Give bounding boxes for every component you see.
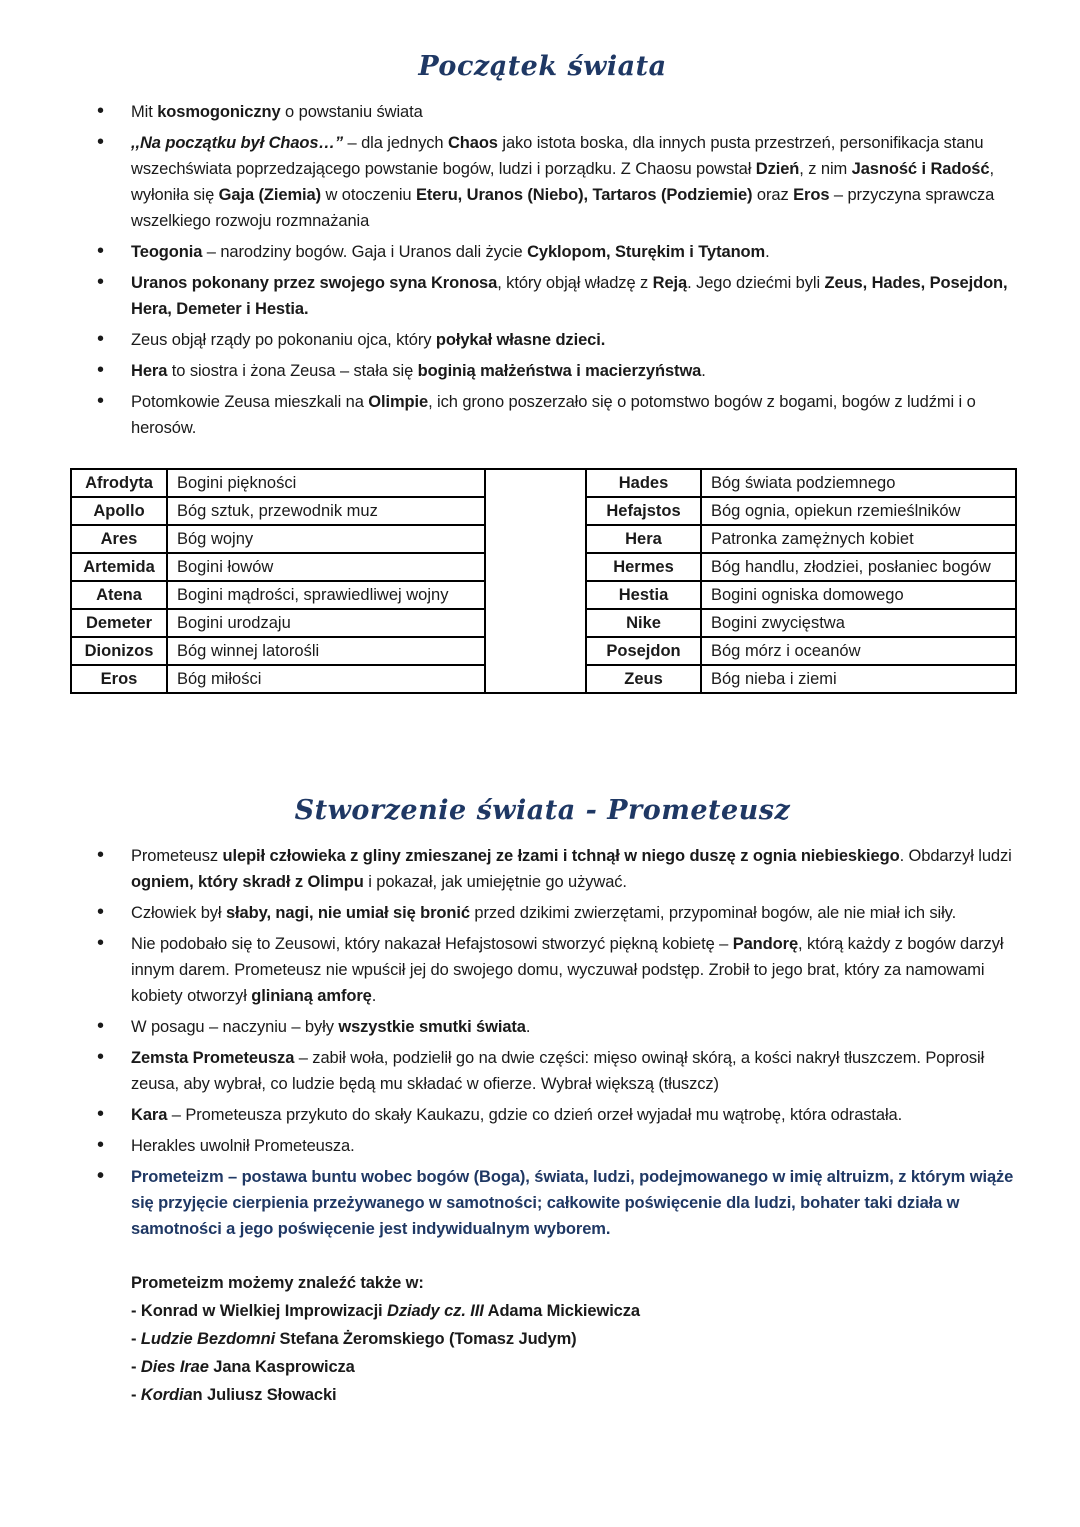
text-segment: to siostra i żona Zeusa – stała się [167,362,418,380]
god-name-cell: Eros [71,665,167,693]
text-segment: Uranos pokonany przez swojego syna Kronosa [131,274,498,292]
god-desc-cell: Bóg miłości [167,665,485,693]
text-segment: Teogonia [131,243,203,261]
text-segment: oraz [752,186,794,204]
text-segment: wszystkie smutki świata [338,1018,526,1036]
note-line [131,1297,1015,1325]
table-spacer-cell [485,469,586,693]
god-desc-cell: Bóg sztuk, przewodnik muz [167,497,485,525]
text-segment: . Obdarzył ludzi [899,847,1012,865]
note-line [131,1269,1015,1297]
text-segment: Zeus objął rządy po pokonaniu ojca, który [131,331,436,349]
text-segment: Hera [131,362,168,380]
gods-table-body [71,469,1016,693]
bullet-list-prometeusz [70,843,1015,1242]
section-stworzenie-swiata [70,794,1015,1409]
text-segment: , który objął władzę z [497,274,653,292]
text-segment: Zemsta Prometeusza [131,1049,295,1067]
bullet-item [97,900,1015,926]
text-segment: Chaos [447,134,498,152]
text-segment: glinianą amforę [251,987,372,1005]
text-segment: , wyłoniła się [131,160,994,204]
god-desc-cell: Bóg nieba i ziemi [701,665,1016,693]
god-desc-cell: Bogini łowów [167,553,485,581]
text-segment: , ich grono poszerzało się o potomstwo bogów z bogami, bogów z ludźmi i o herosów. [131,393,976,437]
text-segment: Jasność i Radość [851,160,990,178]
text-segment: - [131,1386,141,1404]
text-segment: W posagu – naczyniu – były [131,1018,339,1036]
text-segment: Mit [131,103,158,121]
text-segment: Eteru, Uranos (Niebo), Tartaros (Podziemie) [416,186,753,204]
bullet-item [97,239,1015,265]
prometeizm-note [131,1269,1015,1409]
god-name-cell: Atena [71,581,167,609]
text-segment: Potomkowie Zeusa mieszkali na [131,393,369,411]
bullet-item [97,1102,1015,1128]
god-desc-cell: Bóg mórz i oceanów [701,637,1016,665]
god-name-cell: Artemida [71,553,167,581]
god-name-cell: Hera [586,525,701,553]
bullet-item [97,130,1015,234]
note-line [131,1381,1015,1409]
bullet-item [97,99,1015,125]
text-segment: Prometeizm – postawa buntu wobec bogów (Boga), świata, ludzi, podejmowanego w imię altruizm, z którym wiąże się przyjęcie cierpienia przeżywanego w samotności; całkowite poświęcenie dla ludzi, bohater taki działa w samotności a jego poświęcenie jest indywidualnym wyborem. [131,1168,1014,1238]
god-name-cell: Zeus [586,665,701,693]
text-segment: Herakles uwolnił Prometeusza. [131,1137,355,1155]
text-segment: Prometeizm możemy znaleźć także w: [131,1274,424,1292]
text-segment: połykał własne dzieci. [435,331,606,349]
god-desc-cell: Patronka zamężnych kobiet [701,525,1016,553]
text-segment: Adama Mickiewicza [483,1302,640,1320]
text-segment: kosmogoniczny [157,103,281,121]
text-segment: Ludzie Bezdomni [140,1330,276,1348]
text-segment: – przyczyna sprawcza wszelkiego rozwoju rozmnażania [131,186,995,230]
text-segment: jako istota boska, dla innych pusta przestrzeń, personifikacja stanu wszechświata poprzedzającego powstanie bogów, ludzi i porządku. Z Chaosu powstał [131,134,984,178]
text-segment: . Jego dziećmi byli [687,274,825,292]
text-segment: - [131,1330,141,1348]
bullet-item [97,843,1015,895]
text-segment: Cyklopom, Sturękim i Tytanom [527,243,766,261]
text-segment: w otoczeniu [320,186,416,204]
god-desc-cell: Bogini urodzaju [167,609,485,637]
text-segment: Nie podobało się to Zeusowi, który nakazał Hefajstosowi stworzyć piękną kobietę – [131,935,733,953]
text-segment: – narodziny bogów. Gaja i Uranos dali życie [202,243,528,261]
text-segment: – Prometeusza przykuto do skały Kaukazu, gdzie co dzień orzeł wyjadał mu wątrobę, która odrastała. [167,1106,903,1124]
text-segment: Eros [793,186,830,204]
text-segment: n Juliusz Słowacki [192,1386,337,1404]
text-segment: ,,Na początku był Chaos…” [131,134,348,152]
section-poczatek-swiata [70,50,1015,441]
god-name-cell: Ares [71,525,167,553]
text-segment: przed dzikimi zwierzętami, przypominał bogów, ale nie miał ich siły. [469,904,957,922]
god-name-cell: Hermes [586,553,701,581]
text-segment: . [371,987,377,1005]
table-row [71,469,1016,497]
bullet-item [97,358,1015,384]
text-segment: , z nim [799,160,852,178]
god-name-cell: Nike [586,609,701,637]
gods-table-wrap [70,468,1015,694]
text-segment: boginią małżeństwa i macierzyństwa [417,362,702,380]
text-segment: o powstaniu świata [280,103,423,121]
text-segment: – zabił woła, podzielił go na dwie części: mięso owinął skórą, a kości nakrył tłuszczem. Poprosił zeusa, aby wybrał, co ludzie będą mu składać w ofierze. Wybrał większą (tłuszcz) [131,1049,985,1093]
text-segment: Kordia [140,1386,193,1404]
bullet-item [97,931,1015,1009]
god-desc-cell: Bóg ognia, opiekun rzemieślników [701,497,1016,525]
text-segment: Olimpie [368,393,429,411]
text-segment: ulepił człowieka z gliny zmieszanej ze łzami i tchnął w niego duszę z ognia niebieskiego [222,847,900,865]
text-segment: . [701,362,706,380]
bullet-item [97,389,1015,441]
page-title: Początek świata [418,51,667,82]
text-segment: Gaja (Ziemia) [218,186,321,204]
god-name-cell: Posejdon [586,637,701,665]
god-name-cell: Hestia [586,581,701,609]
god-desc-cell: Bogini piękności [167,469,485,497]
text-segment: - Konrad w Wielkiej Improwizacji [131,1302,388,1320]
god-name-cell: Dionizos [71,637,167,665]
god-desc-cell: Bogini mądrości, sprawiedliwej wojny [167,581,485,609]
text-segment: , którą każdy z bogów darzył innym darem. Prometeusz nie wpuścił jej do swojego domu, wyczuwał podstęp. Zrobił to jego brat, który za namowami kobiety otworzył [131,935,1004,1005]
text-segment: Kara [131,1106,168,1124]
text-segment: Człowiek był [131,904,226,922]
bullet-item [97,1014,1015,1040]
text-segment: Dies Irae [140,1358,209,1376]
god-name-cell: Afrodyta [71,469,167,497]
god-desc-cell: Bóg handlu, złodziei, posłaniec bogów [701,553,1016,581]
note-line [131,1353,1015,1381]
god-desc-cell: Bóg świata podziemnego [701,469,1016,497]
gods-table [70,468,1017,694]
bullet-list-poczatek [70,99,1015,441]
bullet-item [97,1133,1015,1159]
god-name-cell: Apollo [71,497,167,525]
text-segment: słaby, nagi, nie umiał się bronić [225,904,470,922]
god-desc-cell: Bogini zwycięstwa [701,609,1016,637]
note-line [131,1325,1015,1353]
text-segment: Dziady cz. III [387,1302,484,1320]
text-segment: – dla jednych [347,134,448,152]
text-segment: Pandorę [732,935,799,953]
text-segment: Reją [652,274,688,292]
text-segment: - [131,1358,141,1376]
text-segment: Dzień [755,160,800,178]
bullet-item [97,327,1015,353]
god-desc-cell: Bóg wojny [167,525,485,553]
god-name-cell: Demeter [71,609,167,637]
god-name-cell: Hefajstos [586,497,701,525]
text-segment: Zeus, Hades, Posejdon, Hera, Demeter i Hestia. [131,274,1008,318]
text-segment: i pokazał, jak umiejętnie go używać. [363,873,627,891]
god-desc-cell: Bóg winnej latorośli [167,637,485,665]
god-desc-cell: Bogini ogniska domowego [701,581,1016,609]
bullet-item [97,270,1015,322]
text-segment: . [765,243,770,261]
text-segment: Stefana Żeromskiego (Tomasz Judym) [275,1330,577,1348]
text-segment: Jana Kasprowicza [208,1358,355,1376]
bullet-item [97,1164,1015,1242]
text-segment: . [525,1018,531,1036]
god-name-cell: Hades [586,469,701,497]
text-segment: ogniem, który skradł z Olimpu [131,873,364,891]
section-title-prometeusz: Stworzenie świata - Prometeusz [294,795,791,826]
text-segment: Prometeusz [131,847,223,865]
bullet-item [97,1045,1015,1097]
